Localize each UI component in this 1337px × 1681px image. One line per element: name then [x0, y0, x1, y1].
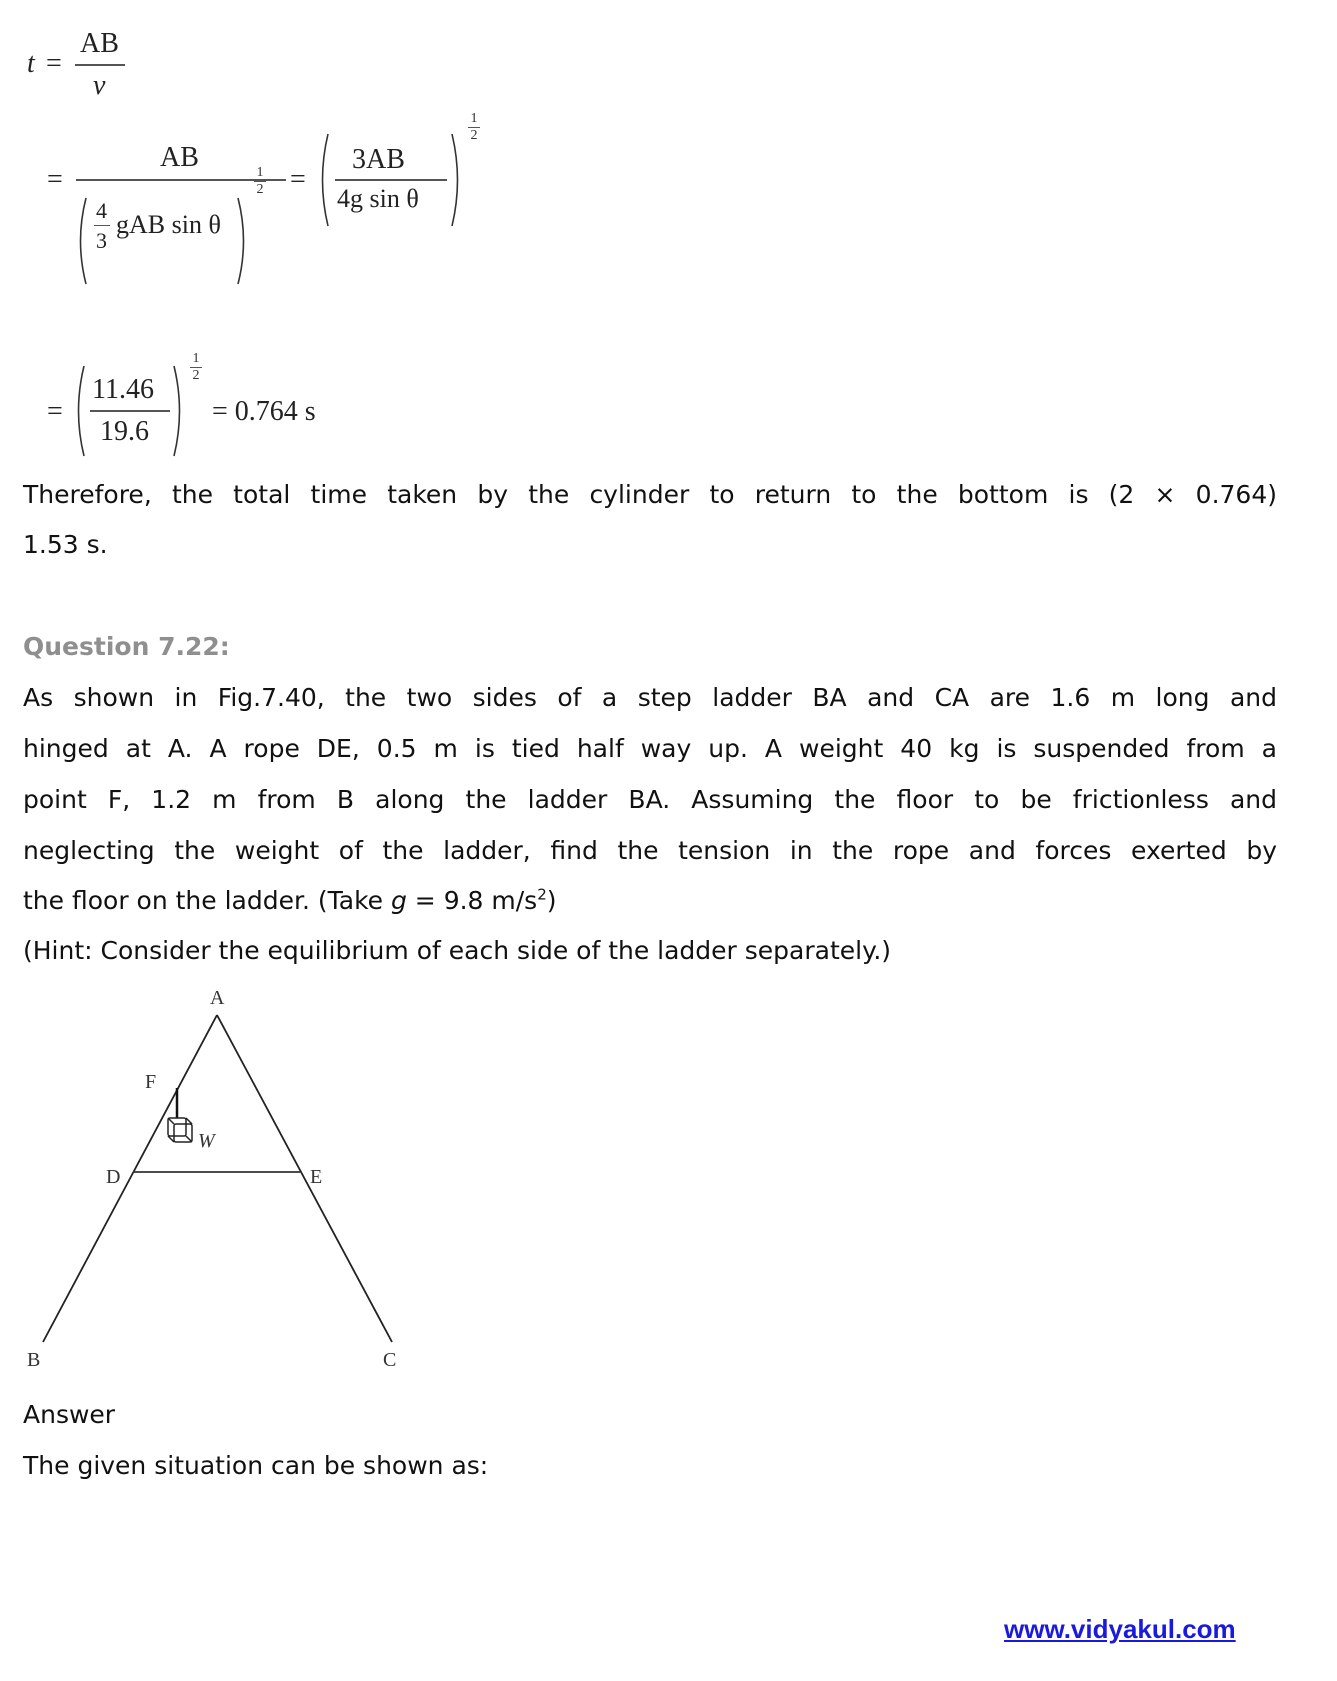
eq3-exp-num: 1 — [192, 351, 200, 366]
eq3-right-paren — [172, 364, 186, 458]
squared-superscript: 2 — [537, 885, 547, 904]
eq2-den-exp-num: 1 — [256, 165, 264, 180]
eq3-result: = 0.764 s — [212, 396, 316, 427]
ladder-figure — [0, 980, 450, 1380]
eq3-numerator: 11.46 — [92, 374, 154, 405]
eq2-rhs-fraction-bar — [335, 179, 447, 181]
question-hint: (Hint: Consider the equilibrium of each side of the ladder separately.) — [23, 936, 892, 965]
question-heading: Question 7.22: — [23, 632, 230, 661]
eq2-rhs-exponent — [468, 112, 480, 143]
eq2-rhs-numerator: 3AB — [352, 144, 405, 175]
eq3-fraction-bar — [90, 410, 170, 412]
eq2-rhs-left-paren — [316, 132, 330, 228]
eq3-exponent — [190, 352, 202, 383]
eq2-rhs-right-paren — [450, 132, 464, 228]
eq2-den-left-paren — [74, 196, 88, 286]
question-line-5-suffix: ) — [546, 886, 557, 915]
gravity-symbol: g — [390, 886, 407, 915]
conclusion-line-2: 1.53 s. — [23, 530, 108, 559]
eq2-equals-1: = — [47, 164, 63, 195]
label-c: C — [383, 1349, 397, 1371]
eq2-rhs-exp-den: 2 — [470, 128, 478, 143]
eq1-equals: = — [46, 48, 62, 79]
label-f: F — [145, 1071, 157, 1093]
answer-text: The given situation can be shown as: — [23, 1451, 489, 1480]
eq2-den-coef-bar — [94, 225, 110, 226]
eq3-equals-1: = — [47, 396, 63, 427]
eq1-lhs: t — [27, 48, 35, 79]
eq1-numerator: AB — [80, 28, 119, 59]
question-line-3: point F, 1.2 m from B along the ladder BA. Assuming the floor to be frictionless and — [23, 785, 1277, 814]
eq2-rhs-denominator: 4g sin θ — [337, 184, 419, 213]
weight-icon — [168, 1118, 192, 1142]
label-d: D — [106, 1166, 121, 1188]
question-line-1: As shown in Fig.7.40, the two sides of a step ladder BA and CA are 1.6 m long and — [23, 683, 1277, 712]
eq3-left-paren — [72, 364, 86, 458]
conclusion-line-1: Therefore, the total time taken by the cylinder to return to the bottom is (2 × 0.764) — [23, 480, 1277, 509]
question-line-5-mid: = 9.8 m/s — [406, 886, 538, 915]
eq1-fraction-bar — [75, 64, 125, 66]
eq2-den-exponent — [254, 166, 266, 197]
vidyakul-website-link[interactable]: www.vidyakul.com — [1004, 1614, 1236, 1644]
eq2-den-right-paren — [236, 196, 250, 286]
question-line-2: hinged at A. A rope DE, 0.5 m is tied half way up. A weight 40 kg is suspended from a — [23, 734, 1277, 763]
eq2-den-expr: gAB sin θ — [116, 210, 221, 239]
label-e: E — [310, 1166, 323, 1188]
label-a: A — [210, 987, 225, 1009]
eq2-equals-2: = — [290, 164, 306, 195]
ladder-side-ca — [217, 1015, 392, 1342]
question-line-5 — [23, 886, 557, 916]
eq2-numerator: AB — [160, 142, 199, 173]
eq2-den-coef-den: 3 — [96, 228, 107, 253]
question-line-4: neglecting the weight of the ladder, find the tension in the rope and forces exerted by — [23, 836, 1277, 865]
eq3-exp-den: 2 — [192, 368, 200, 383]
eq3-denominator: 19.6 — [100, 416, 149, 447]
ladder-side-ba — [43, 1015, 217, 1342]
eq2-den-exp-den: 2 — [256, 182, 264, 197]
eq2-den-coef-num: 4 — [96, 198, 107, 223]
label-b: B — [27, 1349, 41, 1371]
eq2-rhs-exp-num: 1 — [470, 111, 478, 126]
answer-heading: Answer — [23, 1400, 116, 1429]
eq1-denominator: v — [93, 70, 106, 101]
label-w: W — [198, 1130, 215, 1152]
question-line-5-prefix: the floor on the ladder. (Take — [23, 886, 391, 915]
